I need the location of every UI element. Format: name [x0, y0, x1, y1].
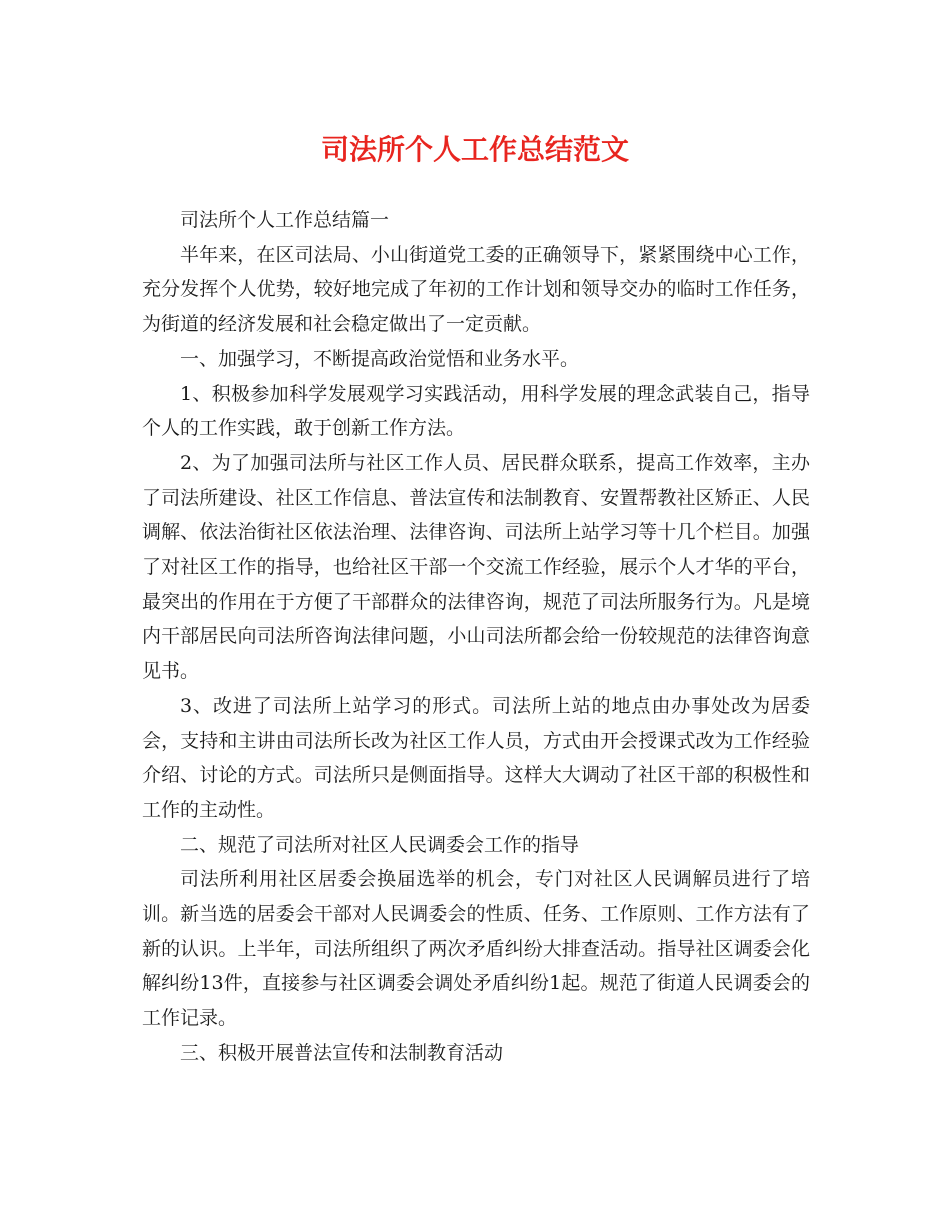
section-heading-2: 二、规范了司法所对社区人民调委会工作的指导: [180, 833, 580, 856]
paragraph-intro: 半年来，在区司法局、小山街道党工委的正确领导下，紧紧围绕中心工作，充分发挥个人优势，较好地完成了年初的工作计划和领导交办的临时工作任务，为街道的经济发展和社会稳定做出了一定贡献。: [142, 243, 810, 336]
paragraph-item-2: 2、为了加强司法所与社区工作人员、居民群众联系，提高工作效率，主办了司法所建设、社区工作信息、普法宣传和法制教育、安置帮教社区矫正、人民调解、依法治街社区依法治理、法律咨询、司法所上站学习等十几个栏目。加强了对社区工作的指导，也给社区干部一个交流工作经验，展示个人才华的平台，最突出的作用在于方便了干部群众的法律咨询，规范了司法所服务行为。凡是境内干部居民向司法所咨询法律问题，小山司法所都会给一份较规范的法律咨询意见书。: [142, 451, 810, 683]
paragraph-item-1: 1、积极参加科学发展观学习实践活动，用科学发展的理念武装自己，指导个人的工作实践，敢于创新工作方法。: [142, 382, 810, 440]
document-title: 司法所个人工作总结范文: [320, 133, 629, 166]
document-body: [142, 203, 810, 1071]
paragraph-subtitle: 司法所个人工作总结篇一: [180, 209, 390, 231]
section-heading-1: 一、加强学习，不断提高政治觉悟和业务水平。: [180, 347, 580, 370]
paragraph-item-3: 3、改进了司法所上站学习的形式。司法所上站的地点由办事处改为居委会，支持和主讲由司法所长改为社区工作人员，方式由开会授课式改为工作经验介绍、讨论的方式。司法所只是侧面指导。这样大大调动了社区干部的积极性和工作的主动性。: [142, 694, 810, 821]
section-heading-3: 三、积极开展普法宣传和法制教育活动: [180, 1041, 504, 1064]
paragraph-section-2: 司法所利用社区居委会换届选举的机会，专门对社区人民调解员进行了培训。新当选的居委会干部对人民调委会的性质、任务、工作原则、工作方法有了新的认识。上半年，司法所组织了两次矛盾纠纷大排查活动。指导社区调委会化解纠纷13件，直接参与社区调委会调处矛盾纠纷1起。规范了街道人民调委会的工作记录。: [142, 868, 810, 1030]
